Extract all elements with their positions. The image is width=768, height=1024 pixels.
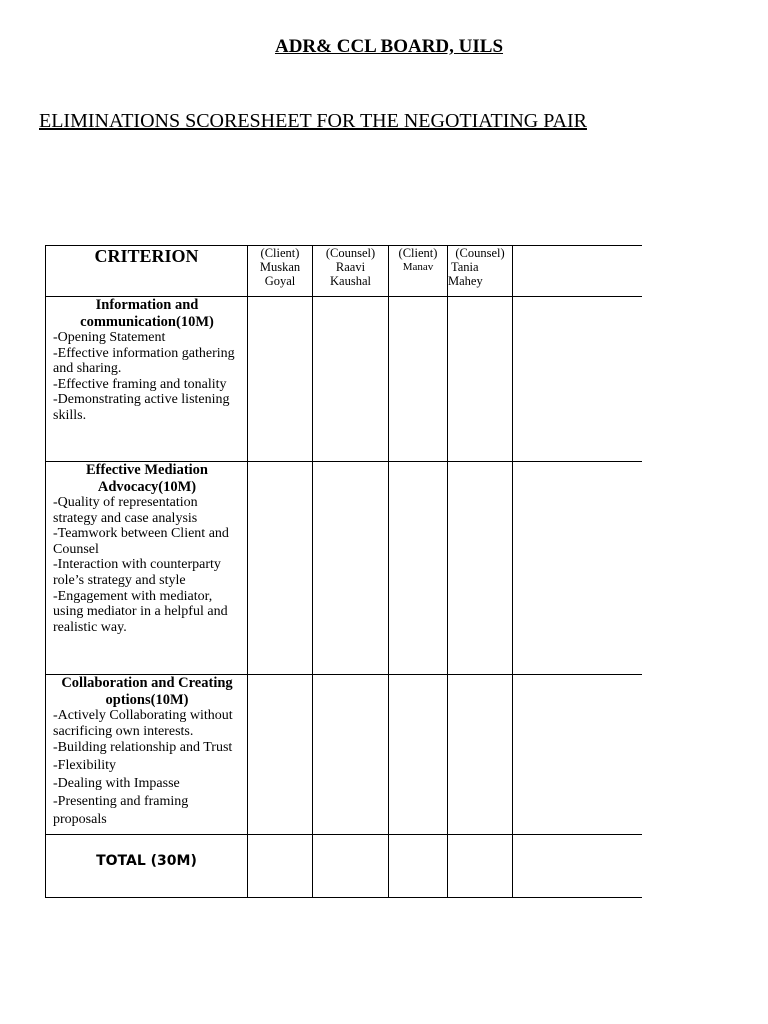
scoresheet-table [45, 245, 642, 898]
participant-4-last-name: Mahey [448, 274, 483, 288]
criterion-1-item: -Effective information gathering and sharing. [53, 345, 235, 377]
score-cell[interactable] [248, 462, 313, 674]
participant-1-header [248, 246, 313, 296]
criterion-2-item: -Engagement with mediator, using mediator in a helpful and realistic way. [53, 588, 228, 635]
total-cell[interactable] [448, 835, 513, 897]
participant-4-first-name: Tania [451, 260, 479, 274]
criterion-3-item: -Dealing with Impasse [53, 776, 180, 792]
criterion-2-heading: Effective Mediation Advocacy(10M) [85, 462, 208, 495]
total-cell[interactable] [313, 835, 389, 897]
participant-2-first-name: Raavi [335, 260, 366, 274]
scoresheet-title: ELIMINATIONS SCORESHEET FOR THE NEGOTIATING PAIR [39, 110, 587, 132]
criterion-row-2 [46, 461, 642, 674]
score-cell[interactable] [313, 297, 389, 461]
participant-2-header [313, 246, 389, 296]
criterion-3-item: -Flexibility [53, 758, 116, 774]
participant-4-role: (Counsel) [455, 246, 505, 260]
criterion-2-cell [46, 462, 248, 674]
criterion-1-heading: Information and communication(10M) [80, 297, 214, 330]
participant-1-role: (Client) [260, 246, 300, 260]
total-label: TOTAL (30M) [46, 835, 248, 897]
score-cell[interactable] [448, 462, 513, 674]
criterion-header: CRITERION [46, 246, 248, 296]
participant-4-header [448, 246, 513, 296]
criterion-1-item: -Demonstrating active listening skills. [53, 392, 230, 423]
score-cell[interactable] [313, 462, 389, 674]
criterion-3-item: -Actively Collaborating without sacrificing own interests. [53, 708, 233, 739]
board-title: ADR& CCL BOARD, UILS [274, 36, 504, 57]
criterion-2-item: -Quality of representation strategy and case analysis [53, 495, 198, 526]
criterion-3-heading: Collaboration and Creating options(10M) [61, 675, 233, 708]
criterion-2-item: -Interaction with counterparty role’s strategy and style [53, 557, 221, 588]
score-cell[interactable] [448, 297, 513, 461]
extra-cell[interactable] [513, 462, 642, 674]
criterion-1-cell [46, 297, 248, 461]
participant-1-last-name: Goyal [264, 274, 296, 288]
extra-cell[interactable] [513, 835, 642, 897]
total-cell[interactable] [389, 835, 448, 897]
participant-3-role: (Client) [398, 246, 438, 260]
criterion-1-item: -Effective framing and tonality [53, 376, 227, 392]
criterion-3-item: -Building relationship and Trust [53, 740, 233, 756]
participant-3-first-name: Manav [402, 261, 434, 273]
total-cell[interactable] [248, 835, 313, 897]
participant-2-last-name: Kaushal [330, 274, 371, 288]
extra-header-cell [513, 246, 642, 296]
criterion-2-item: -Teamwork between Client and Counsel [53, 526, 229, 557]
score-cell[interactable] [448, 675, 513, 834]
extra-cell[interactable] [513, 675, 642, 834]
participant-1-first-name: Muskan [259, 260, 301, 274]
score-cell[interactable] [313, 675, 389, 834]
total-row [46, 834, 642, 897]
criterion-row-3 [46, 674, 642, 834]
participant-2-role: (Counsel) [325, 246, 376, 260]
criterion-row-1 [46, 296, 642, 461]
score-cell[interactable] [389, 462, 448, 674]
extra-cell[interactable] [513, 297, 642, 461]
participant-3-header [389, 246, 448, 296]
criterion-3-item: -Presenting and framing proposals [53, 794, 189, 828]
score-cell[interactable] [389, 675, 448, 834]
score-cell[interactable] [248, 675, 313, 834]
score-cell[interactable] [248, 297, 313, 461]
criterion-1-item: -Opening Statement [53, 330, 166, 345]
score-cell[interactable] [389, 297, 448, 461]
header-row [46, 246, 642, 296]
criterion-3-cell [46, 675, 248, 834]
